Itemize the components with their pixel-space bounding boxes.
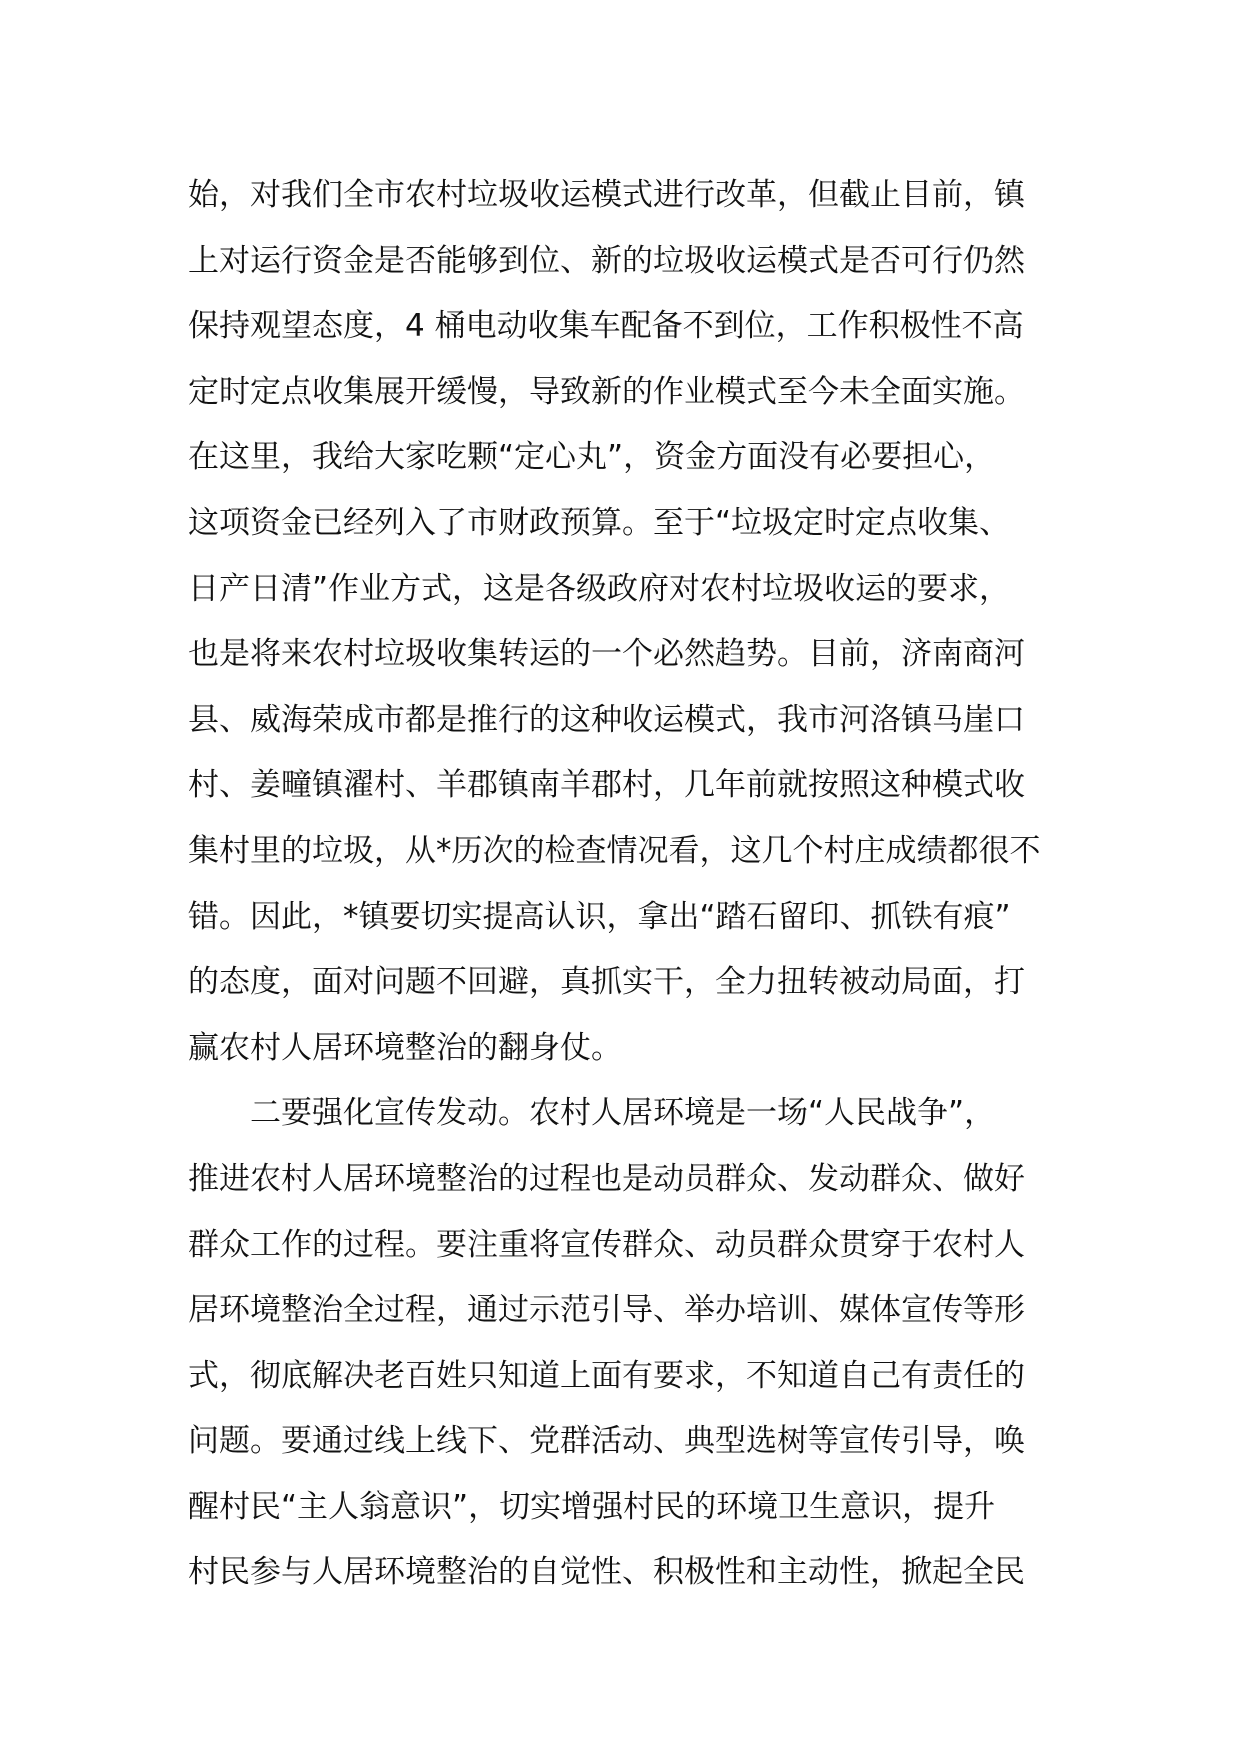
text-line: 居环境整治全过程，通过示范引导、举办培训、媒体宣传等形 [188, 1292, 1025, 1329]
text-line: 日产日清”作业方式，这是各级政府对农村垃圾收运的要求， [188, 570, 1011, 607]
text-line: 这项资金已经列入了市财政预算。至于“垃圾定时定点收集、 [188, 504, 1011, 541]
text-line: 定时定点收集展开缓慢，导致新的作业模式至今未全面实施。 [188, 373, 1025, 410]
text-line: 问题。要通过线上线下、党群活动、典型选树等宣传引导，唤 [188, 1423, 1025, 1460]
paragraph-start-line: 二要强化宣传发动。农村人居环境是一场“人民战争”， [250, 1095, 996, 1132]
body-text [188, 163, 1058, 1606]
text-line: 式，彻底解决老百姓只知道上面有要求，不知道自己有责任的 [188, 1357, 1025, 1394]
text-line: 集村里的垃圾，从*历次的检查情况看，这几个村庄成绩都很不 [188, 832, 1041, 869]
text-line: 醒村民“主人翁意识”，切实增强村民的环境卫生意识，提升 [188, 1488, 996, 1525]
text-line: 村、姜疃镇濯村、羊郡镇南羊郡村，几年前就按照这种模式收 [188, 767, 1025, 804]
text-line: 也是将来农村垃圾收集转运的一个必然趋势。目前，济南商河 [188, 636, 1025, 673]
text-line: 始，对我们全市农村垃圾收运模式进行改革，但截止目前，镇 [188, 177, 1025, 213]
text-line: 错。因此，*镇要切实提高认识，拿出“踏石留印、抓铁有痕” [188, 898, 1011, 935]
text-line: 县、威海荣成市都是推行的这种收运模式，我市河洛镇马崖口 [188, 701, 1025, 738]
text-line: 村民参与人居环境整治的自觉性、积极性和主动性，掀起全民 [188, 1554, 1025, 1591]
text-line: 上对运行资金是否能够到位、新的垃圾收运模式是否可行仍然 [188, 242, 1025, 279]
text-line: 的态度，面对问题不回避，真抓实干，全力扭转被动局面，打 [188, 964, 1025, 1001]
text-line: 推进农村人居环境整治的过程也是动员群众、发动群众、做好 [188, 1160, 1025, 1197]
text-line: 赢农村人居环境整治的翻身仗。 [188, 1029, 622, 1066]
text-line: 在这里，我给大家吃颗“定心丸”，资金方面没有必要担心， [188, 439, 996, 476]
text-line: 保持观望态度，4 桶电动收集车配备不到位，工作积极性不高 [188, 308, 1024, 345]
text-line: 群众工作的过程。要注重将宣传群众、动员群众贯穿于农村人 [188, 1226, 1025, 1263]
